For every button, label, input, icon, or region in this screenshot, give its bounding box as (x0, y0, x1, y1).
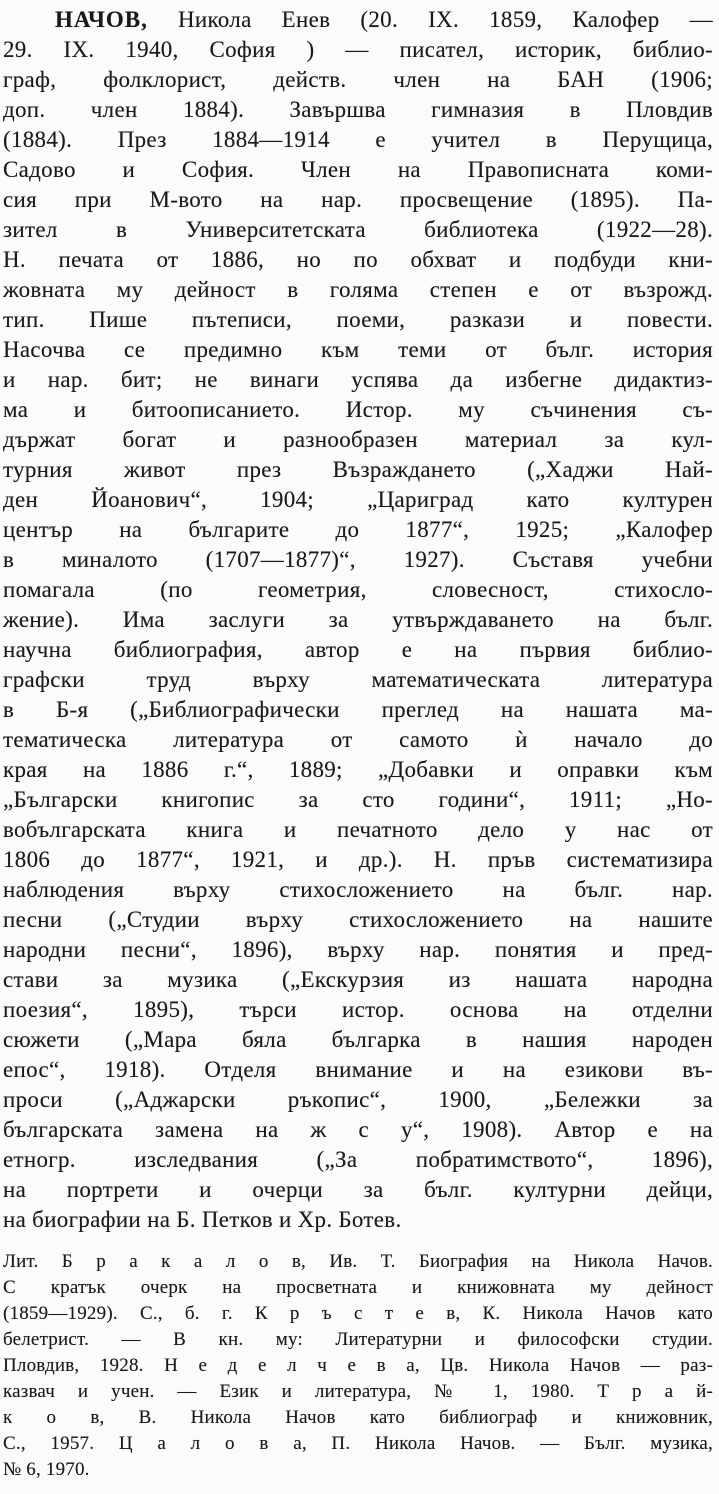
text-line: доп. член 1884). Завършва гимназия в Пловдив (3, 97, 713, 122)
text-line: проси („Аджарски ръкопис“, 1900, „Бележки за (3, 1087, 713, 1112)
text-line: тематическа литература от самото ѝ начало до (3, 727, 713, 752)
text-line: в Б-я („Библиографически преглед на нашата ма- (3, 697, 713, 722)
text-line: научна библиография, автор е на първия библио- (3, 637, 713, 662)
text-line: края на 1886 г.“, 1889; „Добавки и оправки към (3, 757, 713, 782)
entry-headword: НАЧОВ, (55, 7, 148, 32)
text-line: жовната му дейност в голяма степен е от възрожд. (3, 277, 713, 302)
text-line: вобългарската книга и печатното дело у нас от (3, 817, 713, 842)
text-line: в миналото (1707—1877)“, 1927). Съставя учебни (3, 547, 713, 572)
text-line: ма и битоописанието. Истор. му съчинения съ- (3, 397, 713, 422)
entry-first-line-text: Никола Енев (20. IX. 1859, Калофер — (147, 7, 713, 32)
text-line: казвач и учен. — Език и литература, № 1, 1980. Т р а й- (3, 1381, 713, 1402)
text-line: стави за музика („Екскурзия из нашата народна (3, 967, 713, 992)
text-line: жение). Има заслуги за утвърждаването на бълг. (3, 607, 713, 632)
text-line: на портрети и очерци за бълг. културни дейци, (3, 1177, 713, 1202)
text-line: и нар. бит; не винаги успява да избегне дидактиз- (3, 367, 713, 392)
text-line: (1884). През 1884—1914 е учител в Перущица, (3, 127, 713, 152)
text-line: Н. печата от 1886, но по обхват и подбуди кни- (3, 247, 713, 272)
text-line: етногр. изследвания („За побратимството“, 1896), (3, 1147, 713, 1172)
text-line: „Български книгопис за сто години“, 1911; „Но- (3, 787, 713, 812)
bibliography-section (3, 1249, 713, 1483)
text-line: на биографии на Б. Петков и Хр. Ботев. (3, 1207, 402, 1232)
text-line: наблюдения върху стихосложението на бълг. нар. (3, 877, 713, 902)
text-line: Насочва се предимно към теми от бълг. история (3, 337, 713, 362)
entry-first-line (3, 5, 713, 35)
text-line: № 6, 1970. (3, 1459, 90, 1480)
text-line: център на българите до 1877“, 1925; „Калофер (3, 517, 713, 542)
text-line: народни песни“, 1896), върху нар. понятия и пред- (3, 937, 713, 962)
text-line: С кратък очерк на просветната и книжовната му дейност (3, 1277, 713, 1298)
text-line: епос“, 1918). Отделя внимание и на езикови въ- (3, 1057, 713, 1082)
text-line: сия при М-вото на нар. просвещение (1895). Па- (3, 187, 713, 212)
text-line: ден Йоанович“, 1904; „Цариград като културен (3, 487, 713, 512)
text-line: графски труд върху математическата литература (3, 667, 713, 692)
text-line: к о в, В. Никола Начов като библиограф и книжовник, (3, 1407, 713, 1428)
entry-body-lines (3, 35, 713, 1235)
text-line: сюжети („Мара бяла българка в нашия народен (3, 1027, 713, 1052)
text-line: зител в Университетската библиотека (1922—28). (3, 217, 713, 242)
text-line: Лит. Б р а к а л о в, Ив. Т. Биография на Никола Начов. (3, 1251, 713, 1272)
text-line: българската замена на ж с у“, 1908). Автор е на (3, 1117, 713, 1142)
text-line: 29. IX. 1940, София ) — писател, историк, библио- (3, 37, 713, 62)
text-line: поезия“, 1895), търси истор. основа на отделни (3, 997, 713, 1022)
text-line: Садово и София. Член на Правописната коми- (3, 157, 713, 182)
text-line: граф, фолклорист, действ. член на БАН (1906; (3, 67, 713, 92)
text-line: тип. Пише пътеписи, поеми, разкази и повести. (3, 307, 713, 332)
encyclopedia-entry (3, 5, 713, 1235)
text-line: (1859—1929). С., б. г. К р ъ с т е в, К. Никола Начов като (3, 1303, 713, 1324)
text-line: помагала (по геометрия, словесност, стихосло- (3, 577, 713, 602)
text-line: белетрист. — В кн. му: Литературни и философски студии. (3, 1329, 713, 1350)
text-line: песни („Студии върху стихосложението на нашите (3, 907, 713, 932)
text-line: държат богат и разнообразен материал за кул- (3, 427, 713, 452)
text-line: Пловдив, 1928. Н е д е л ч е в а, Цв. Никола Начов — раз- (3, 1355, 713, 1376)
text-line: С., 1957. Ц а л о в а, П. Никола Начов. — Бълг. музика, (3, 1433, 713, 1454)
text-line: 1806 до 1877“, 1921, и др.). Н. пръв систематизира (3, 847, 713, 872)
text-line: турния живот през Възраждането („Хаджи Най- (3, 457, 713, 482)
